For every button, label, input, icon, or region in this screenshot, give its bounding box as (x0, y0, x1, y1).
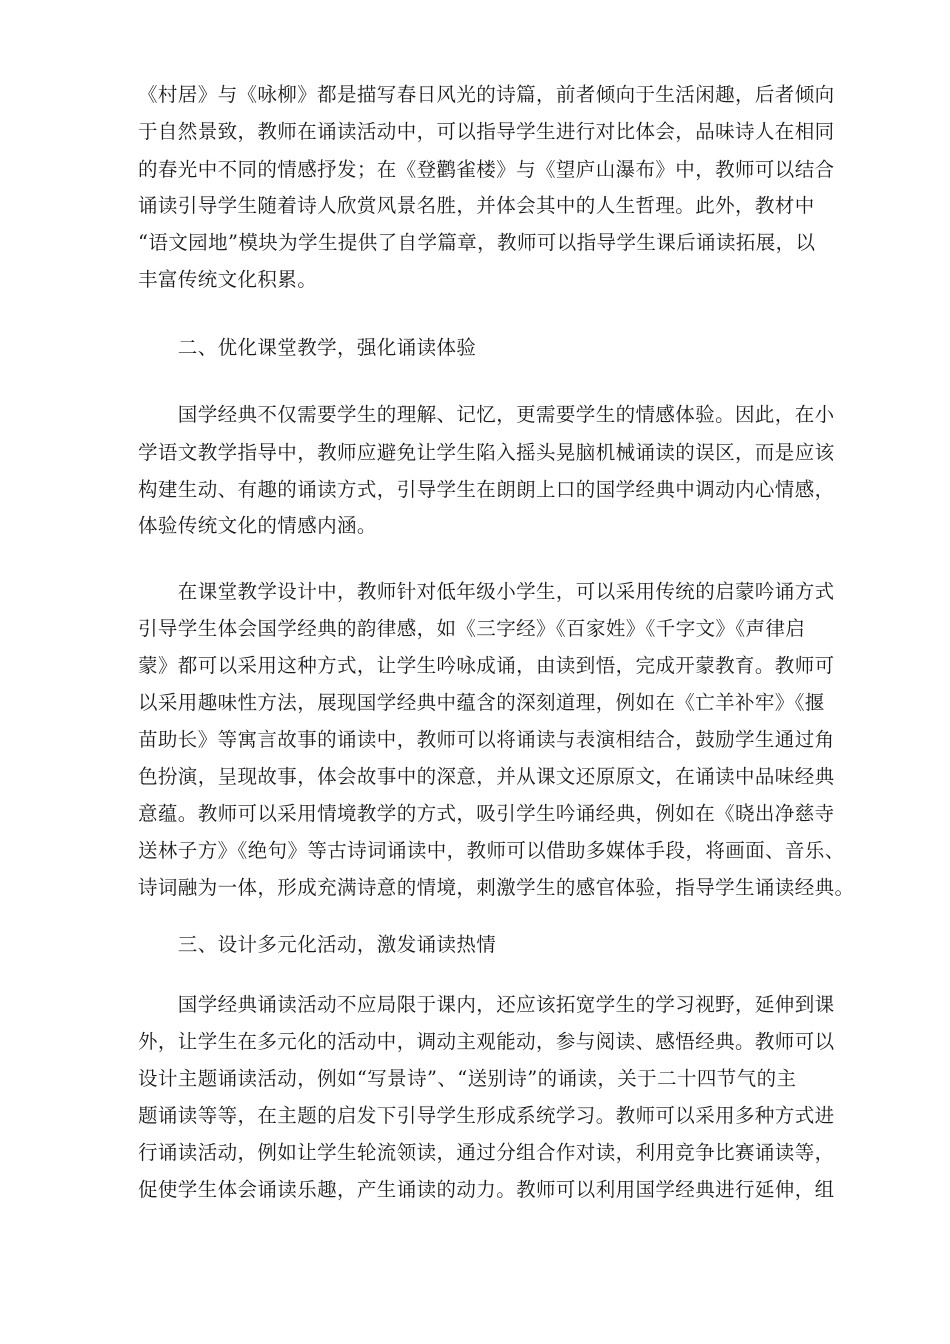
section-heading: 三、设计多元化活动，激发诵读热情 (138, 933, 497, 956)
paragraph-line: 学语文教学指导中，教师应避免让学生陷入摇头晃脑机械诵读的误区，而是应该 (138, 441, 835, 464)
paragraph-line: 于自然景致，教师在诵读活动中，可以指导学生进行对比体会，品味诗人在相同 (138, 120, 835, 143)
paragraph-line: 《村居》与《咏柳》都是描写春日风光的诗篇，前者倾向于生活闲趣，后者倾向 (138, 83, 835, 106)
paragraph-line: 蒙》都可以采用这种方式，让学生吟咏成诵，由读到悟，完成开蒙教育。教师可 (138, 654, 835, 677)
paragraph-line: 诵读引导学生随着诗人欣赏风景名胜，并体会其中的人生哲理。此外，教材中 (138, 194, 815, 217)
paragraph-line: 外，让学生在多元化的活动中，调动主观能动，参与阅读、感悟经典。教师可以 (138, 1030, 835, 1053)
section-heading: 二、优化课堂教学，强化诵读体验 (138, 336, 477, 359)
paragraph-line: 体验传统文化的情感内涵。 (138, 514, 377, 537)
paragraph-line: 丰富传统文化积累。 (138, 268, 318, 291)
paragraph-line: 诗词融为一体，形成充满诗意的情境，刺激学生的感官体验，指导学生诵读经典。 (138, 876, 855, 899)
paragraph-line: 设计主题诵读活动，例如“写景诗”、“送别诗”的诵读，关于二十四节气的主 (138, 1067, 797, 1090)
paragraph-line: “语文园地”模块为学生提供了自学篇章，教师可以指导学生课后诵读拓展，以 (138, 231, 816, 254)
paragraph-line: 促使学生体会诵读乐趣，产生诵读的动力。教师可以利用国学经典进行延伸，组 (138, 1178, 835, 1201)
paragraph-line: 苗助长》等寓言故事的诵读中，教师可以将诵读与表演相结合，鼓励学生通过角 (138, 728, 835, 751)
paragraph-line: 国学经典诵读活动不应局限于课内，还应该拓宽学生的学习视野，延伸到课 (138, 993, 835, 1016)
paragraph-line: 送林子方》《绝句》等古诗词诵读中，教师可以借助多媒体手段，将画面、音乐、 (138, 839, 845, 862)
paragraph-line: 的春光中不同的情感抒发；在《登鹳雀楼》与《望庐山瀑布》中，教师可以结合 (138, 158, 835, 181)
paragraph-line: 以采用趣味性方法，展现国学经典中蕴含的深刻道理，例如在《亡羊补牢》《揠 (138, 691, 825, 714)
paragraph-line: 引导学生体会国学经典的韵律感，如《三字经》《百家姓》《千字文》《声律启 (138, 617, 806, 640)
paragraph-line: 国学经典不仅需要学生的理解、记忆，更需要学生的情感体验。因此，在小 (138, 403, 835, 426)
paragraph-line: 构建生动、有趣的诵读方式，引导学生在朗朗上口的国学经典中调动内心情感， (138, 478, 835, 501)
paragraph-line: 色扮演，呈现故事，体会故事中的深意，并从课文还原原文，在诵读中品味经典 (138, 765, 835, 788)
paragraph-line: 意蕴。教师可以采用情境教学的方式，吸引学生吟诵经典，例如在《晓出净慈寺 (138, 802, 835, 825)
paragraph-line: 在课堂教学设计中，教师针对低年级小学生，可以采用传统的启蒙吟诵方式 (138, 580, 835, 603)
paragraph-line: 题诵读等等，在主题的启发下引导学生形成系统学习。教师可以采用多种方式进 (138, 1104, 835, 1127)
paragraph-line: 行诵读活动，例如让学生轮流领读，通过分组合作对读，利用竞争比赛诵读等， (138, 1141, 835, 1164)
